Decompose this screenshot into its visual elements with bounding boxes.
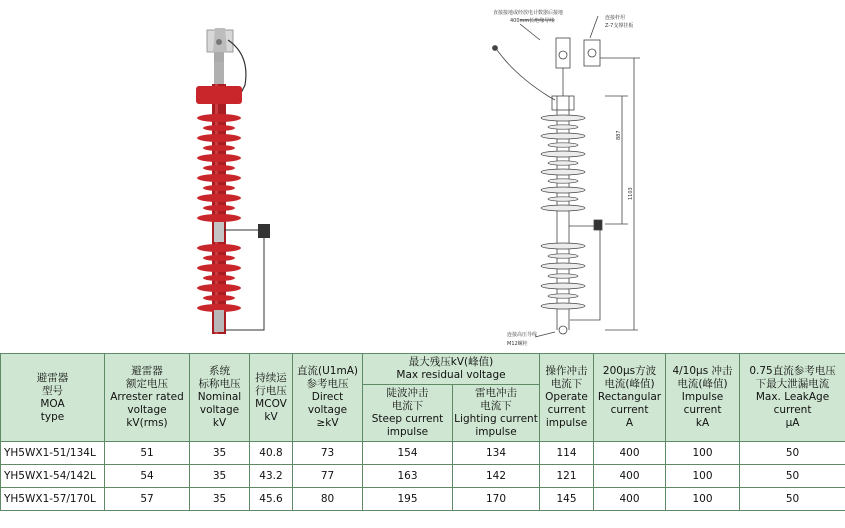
cell: 35 [190,442,250,465]
cell: 50 [740,465,845,488]
table-row [1,442,845,465]
col-direct-voltage: 直流(U1mA) 参考电压 Direct voltage ≥kV [293,354,363,442]
cell: 35 [190,465,250,488]
col-leakage: 0.75直流参考电压 下最大泄漏电流 Max. LeakAge current μA [740,354,845,442]
cell: 100 [666,442,740,465]
cell: 142 [453,465,540,488]
dim-887: 887 [616,130,622,140]
cell: 400 [594,442,666,465]
cell: 170 [453,488,540,511]
cell-model: YH5WX1-51/134L [1,442,105,465]
col-group-residual: 最大残压kV(峰值) Max residual voltage [363,354,540,385]
label-bolt: M12螺栓 [507,341,528,347]
cell: 54 [105,465,190,488]
cell: 80 [293,488,363,511]
col-mcov: 持续运 行电压 MCOV kV [250,354,293,442]
label-plate: Z-7支撑挂板 [605,23,634,29]
cell: 57 [105,488,190,511]
cell: 400 [594,465,666,488]
cell: 77 [293,465,363,488]
dim-1103: 1103 [628,187,634,200]
label-wire: 400mm长绝缘导线 [510,18,555,24]
cell: 163 [363,465,453,488]
cell: 50 [740,488,845,511]
cell: 195 [363,488,453,511]
col-model: 避雷器 型号 MOA type [1,354,105,442]
col-rated-voltage: 避雷器 额定电压 Arrester rated voltage kV(rms) [105,354,190,442]
cell: 134 [453,442,540,465]
label-ground: 直接接地或经放电计数器后接地 [493,10,564,16]
cell: 400 [594,488,666,511]
cell: 73 [293,442,363,465]
cell: 121 [540,465,594,488]
cell: 145 [540,488,594,511]
cell-model: YH5WX1-54/142L [1,465,105,488]
col-operate: 操作冲击 电流下 Operate current impulse [540,354,594,442]
col-nominal-voltage: 系统 标称电压 Nominal voltage kV [190,354,250,442]
label-rod: 连接杆坦 [605,15,626,21]
cell: 45.6 [250,488,293,511]
table-row [1,488,845,511]
cell: 35 [190,488,250,511]
cell: 100 [666,465,740,488]
top-bracket [207,28,233,64]
cell-model: YH5WX1-57/170L [1,488,105,511]
col-rectangular: 200μs方波 电流(峰值) Rectangular current A [594,354,666,442]
col-lightning: 雷电冲击 电流下 Lighting current impulse [453,385,540,442]
cell: 50 [740,442,845,465]
cell: 40.8 [250,442,293,465]
cell: 154 [363,442,453,465]
col-impulse: 4/10μs 冲击 电流(峰值) Impulse current kA [666,354,740,442]
col-steep: 陡波冲击 电流下 Steep current impulse [363,385,453,442]
cell: 100 [666,488,740,511]
drawing-sheds [541,115,585,309]
header-row-1 [1,354,845,385]
label-hv: 连接高压导线 [507,332,538,338]
cell: 43.2 [250,465,293,488]
cell: 51 [105,442,190,465]
spec-table [0,353,845,511]
cell: 114 [540,442,594,465]
table-row [1,465,845,488]
